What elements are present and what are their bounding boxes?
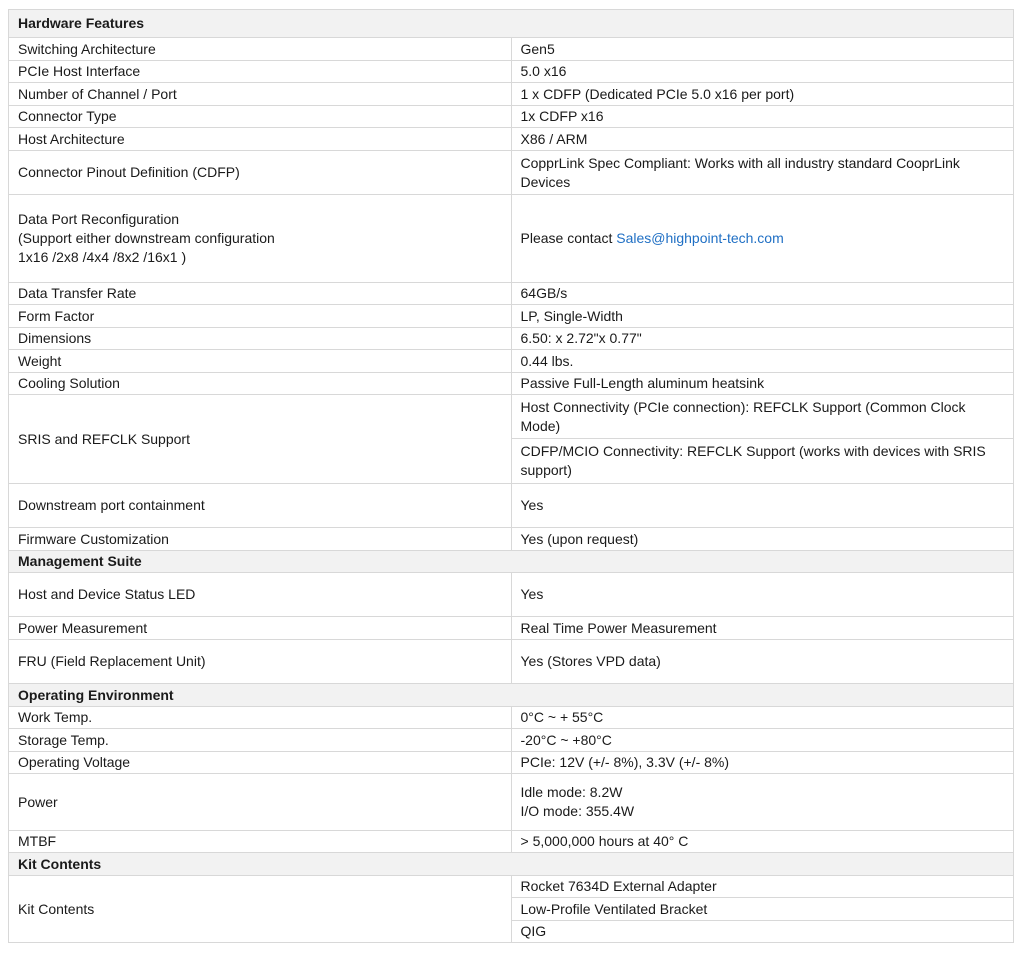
spec-label: Power	[9, 774, 512, 831]
spec-value: -20°C ~ +80°C	[511, 729, 1014, 752]
spec-row	[9, 640, 1014, 684]
spec-label: SRIS and REFCLK Support	[9, 395, 512, 484]
label-line: 1x16 /2x8 /4x4 /8x2 /16x1 )	[18, 249, 187, 265]
spec-label: Form Factor	[9, 305, 512, 328]
section-title: Hardware Features	[9, 10, 1014, 38]
power-io: I/O mode: 355.4W	[520, 803, 635, 819]
spec-value: PCIe: 12V (+/- 8%), 3.3V (+/- 8%)	[511, 752, 1014, 774]
spec-value: 64GB/s	[511, 283, 1014, 305]
label-line: Data Port Reconfiguration	[18, 211, 180, 227]
section-title: Kit Contents	[9, 853, 1014, 876]
spec-row	[9, 195, 1014, 283]
spec-row	[9, 83, 1014, 106]
spec-label: Weight	[9, 350, 512, 373]
spec-label: Storage Temp.	[9, 729, 512, 752]
power-idle: Idle mode: 8.2W	[520, 784, 623, 800]
spec-row	[9, 528, 1014, 551]
spec-label: Power Measurement	[9, 617, 512, 640]
spec-label: Data Transfer Rate	[9, 283, 512, 305]
section-title: Management Suite	[9, 551, 1014, 573]
spec-label: PCIe Host Interface	[9, 61, 512, 83]
kit-item: Low-Profile Ventilated Bracket	[511, 898, 1014, 921]
spec-value	[511, 195, 1014, 283]
spec-label	[9, 195, 512, 283]
spec-value: 0°C ~ + 55°C	[511, 707, 1014, 729]
spec-row	[9, 395, 1014, 439]
spec-row	[9, 106, 1014, 128]
section-header-management	[9, 551, 1014, 573]
spec-label: Cooling Solution	[9, 373, 512, 395]
spec-label: Connector Type	[9, 106, 512, 128]
spec-label: Host Architecture	[9, 128, 512, 151]
spec-row	[9, 707, 1014, 729]
spec-label: Switching Architecture	[9, 38, 512, 61]
spec-value: Yes	[511, 573, 1014, 617]
section-header-kit	[9, 853, 1014, 876]
spec-value: > 5,000,000 hours at 40° C	[511, 831, 1014, 853]
spec-label: Work Temp.	[9, 707, 512, 729]
spec-row	[9, 128, 1014, 151]
spec-value: LP, Single-Width	[511, 305, 1014, 328]
spec-label: Operating Voltage	[9, 752, 512, 774]
section-header-hardware	[9, 10, 1014, 38]
spec-row	[9, 61, 1014, 83]
spec-value: Real Time Power Measurement	[511, 617, 1014, 640]
spec-row	[9, 774, 1014, 831]
spec-value: Yes (upon request)	[511, 528, 1014, 551]
spec-row	[9, 328, 1014, 350]
spec-value: X86 / ARM	[511, 128, 1014, 151]
label-line: (Support either downstream configuration	[18, 230, 275, 246]
sales-email-link[interactable]: Sales@highpoint-tech.com	[616, 230, 784, 246]
spec-label: Downstream port containment	[9, 484, 512, 528]
section-header-environment	[9, 684, 1014, 707]
spec-table	[8, 9, 1014, 943]
spec-value: 6.50: x 2.72"x 0.77"	[511, 328, 1014, 350]
spec-row	[9, 305, 1014, 328]
spec-label: Kit Contents	[9, 876, 512, 943]
spec-row	[9, 484, 1014, 528]
spec-value: Yes (Stores VPD data)	[511, 640, 1014, 684]
spec-row	[9, 151, 1014, 195]
spec-value: CDFP/MCIO Connectivity: REFCLK Support (works with devices with SRIS support)	[511, 439, 1014, 484]
spec-value: Gen5	[511, 38, 1014, 61]
spec-row	[9, 350, 1014, 373]
spec-row	[9, 373, 1014, 395]
spec-row	[9, 752, 1014, 774]
spec-row	[9, 283, 1014, 305]
spec-value: 0.44 lbs.	[511, 350, 1014, 373]
spec-label: MTBF	[9, 831, 512, 853]
spec-row	[9, 38, 1014, 61]
spec-value: CopprLink Spec Compliant: Works with all industry standard CooprLink Devices	[511, 151, 1014, 195]
spec-row	[9, 729, 1014, 752]
spec-label: FRU (Field Replacement Unit)	[9, 640, 512, 684]
kit-item: Rocket 7634D External Adapter	[511, 876, 1014, 898]
spec-row	[9, 831, 1014, 853]
contact-text: Please contact	[520, 230, 617, 246]
spec-value	[511, 774, 1014, 831]
spec-value: 5.0 x16	[511, 61, 1014, 83]
spec-label: Dimensions	[9, 328, 512, 350]
spec-label: Connector Pinout Definition (CDFP)	[9, 151, 512, 195]
spec-value: 1x CDFP x16	[511, 106, 1014, 128]
spec-row	[9, 617, 1014, 640]
spec-value: Passive Full-Length aluminum heatsink	[511, 373, 1014, 395]
spec-value: 1 x CDFP (Dedicated PCIe 5.0 x16 per port)	[511, 83, 1014, 106]
spec-value: Host Connectivity (PCIe connection): REFCLK Support (Common Clock Mode)	[511, 395, 1014, 439]
spec-row	[9, 573, 1014, 617]
spec-label: Number of Channel / Port	[9, 83, 512, 106]
kit-item: QIG	[511, 921, 1014, 943]
spec-value: Yes	[511, 484, 1014, 528]
spec-label: Host and Device Status LED	[9, 573, 512, 617]
spec-label: Firmware Customization	[9, 528, 512, 551]
section-title: Operating Environment	[9, 684, 1014, 707]
spec-row	[9, 876, 1014, 898]
